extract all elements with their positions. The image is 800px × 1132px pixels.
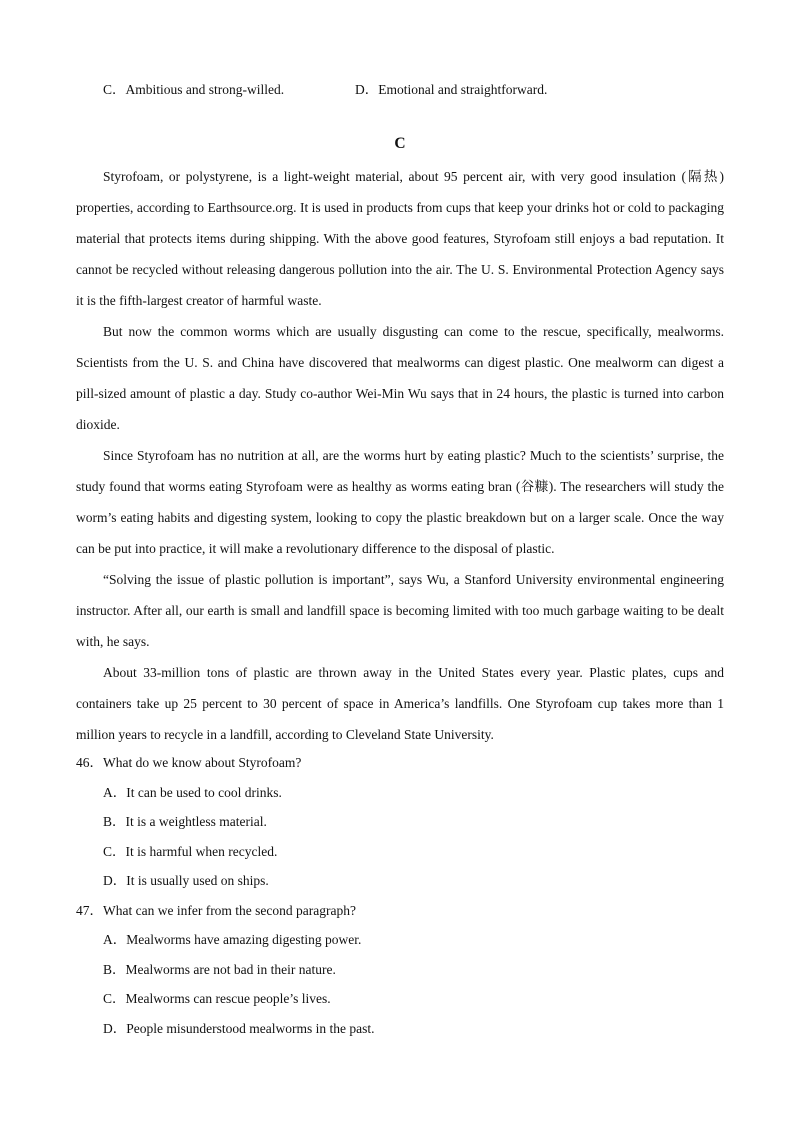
answer-option[interactable] [76,807,724,837]
answer-option[interactable] [76,866,724,896]
option-text: Ambitious and strong-willed. [125,82,285,97]
option-letter: B． [103,961,126,977]
answer-option[interactable] [76,778,724,808]
passage-paragraph: Styrofoam, or polystyrene, is a light-weight material, about 95 percent air, with very good insulation (隔热) properties, according to Earthsource.org. It is used in products from cups that keep your drinks hot or cold to packaging material that protects items during shipping. With the above good features, Styrofoam still enjoys a bad reputation. It cannot be recycled without releasing dangerous pollution into the air. The U. S. Environmental Protection Agency says it is the fifth-largest creator of harmful waste. [76,169,724,308]
answer-option[interactable] [355,78,547,98]
option-letter: D． [355,82,379,97]
previous-question-options [103,78,743,100]
option-text: Mealworms can rescue people’s lives. [125,991,331,1006]
question-text: What do we know about Styrofoam? [103,755,302,770]
option-text: It can be used to cool drinks. [126,784,282,800]
passage-paragraph: But now the common worms which are usually disgusting can come to the rescue, specifically, mealworms. Scientists from the U. S. and China have discovered that mealworms can digest plastic. One mealworm can digest a pill-sized amount of plastic a day. Study co-author Wei-Min Wu says that in 24 hours, the plastic is turned into carbon dioxide. [76,324,724,432]
passage-paragraph: Since Styrofoam has no nutrition at all, are the worms hurt by eating plastic? Much to the scientists’ surprise, the study found that worms eating Styrofoam were as healthy as worms eating bran (谷糠). The researchers will study the worm’s eating habits and digesting system, looking to copy the plastic breakdown but on a larger scale. Once the way can be put into practice, it will make a revolutionary difference to the disposal of plastic. [76,448,724,556]
option-letter: C． [103,843,126,859]
option-letter: C． [103,82,126,97]
answer-option[interactable] [76,955,724,985]
option-text: It is harmful when recycled. [125,843,278,859]
answer-option[interactable] [103,78,284,98]
question-list [76,748,724,1043]
option-text: It is a weightless material. [125,814,267,829]
question-number: 47． [76,902,103,918]
option-letter: A． [103,932,127,947]
section-heading: C [394,135,406,152]
option-letter: C． [103,991,126,1006]
passage-paragraph: “Solving the issue of plastic pollution is important”, says Wu, a Stanford University environmental engineering instructor. After all, our earth is small and landfill space is becoming limited with too much garbage waiting to be dealt with, he says. [76,572,724,649]
answer-option[interactable] [76,984,724,1014]
option-letter: A． [103,784,127,800]
answer-option[interactable] [76,1014,724,1044]
question-46 [76,748,724,896]
option-text: It is usually used on ships. [126,873,269,888]
option-letter: B． [103,814,126,829]
question-47 [76,896,724,1044]
answer-option[interactable] [76,925,724,955]
option-text: Emotional and straightforward. [378,82,548,97]
option-text: Mealworms have amazing digesting power. [126,932,362,947]
option-letter: D． [103,1020,127,1036]
question-text: What can we infer from the second paragraph? [103,902,356,918]
answer-option[interactable] [76,837,724,867]
question-stem [76,896,724,926]
question-stem [76,748,724,778]
option-text: Mealworms are not bad in their nature. [125,961,336,977]
option-text: People misunderstood mealworms in the past. [126,1020,375,1036]
passage-paragraph: About 33-million tons of plastic are thrown away in the United States every year. Plastic plates, cups and containers take up 25 percent to 30 percent of space in America’s landfills. One Styrofoam cup takes more than 1 million years to recycle in a landfill, according to Cleveland State University. [76,665,724,742]
reading-passage [76,161,724,750]
question-number: 46． [76,755,103,770]
option-letter: D． [103,873,127,888]
